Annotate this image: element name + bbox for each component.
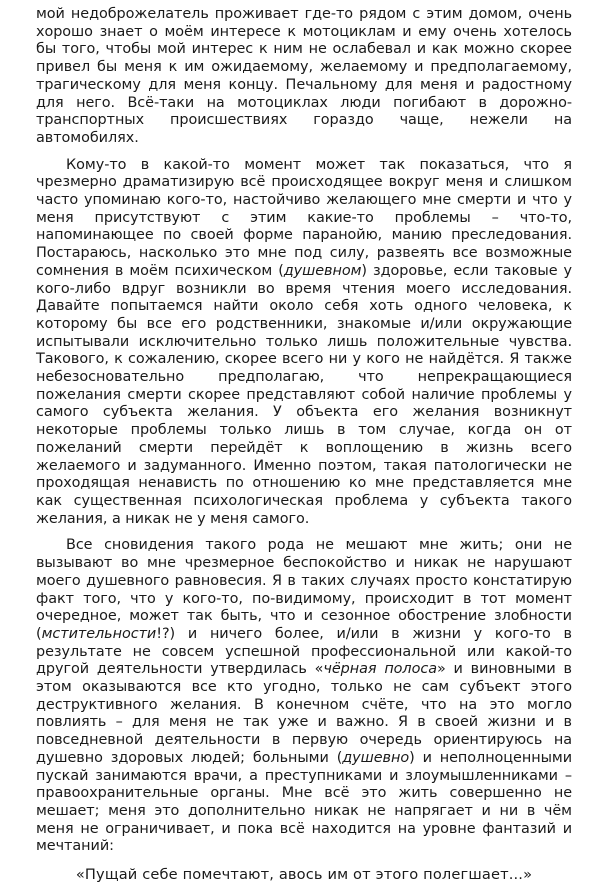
italic-text-segment: мстительности (41, 625, 157, 642)
italic-text-segment: чёрная полоса (323, 661, 437, 678)
italic-text-segment: душевном (283, 262, 362, 279)
text-segment: !?) и ничего более, и/или в жизни у кого-то в результате не совсем успешной профессиональной или какой-то другой деятельности утвердилась « (36, 625, 572, 678)
text-segment: ) и неполноценными пускай занимаются врачи, а преступниками и злоумышленниками – правоохранительные органы. Мне всё это жить совершенно не мешает; меня это дополнительно никак не напрягает и ни в чём меня не ограничивает, и пока всё находится на уровне фантазий и мечтаний: (36, 749, 572, 855)
document-page (36, 6, 572, 884)
paragraph-3 (36, 537, 572, 856)
text-segment: Кому-то в какой-то момент может так показаться, что я чрезмерно драматизирую всё происходящее вокруг меня и слишком часто упоминаю кого-то, настойчиво желающего мне смерти и что у меня присутствуют с этим какие-то проблемы – что-то, напоминающее по своей форме паранойю, манию преследования. Постараюсь, насколько это мне под силу, развеять все возможные сомнения в моём психическом ( (36, 156, 572, 279)
text-segment: ) здоровье, если таковые у кого-либо вдруг возникли во время чтения моего исследования. Давайте попытаемся найти около себя хоть одного человека, к которому бы все его родственники, знакомые и/или окружающие испытывали исключительно только лишь положительные чувства. Такового, к сожалению, скорее всего ни у кого не найдётся. Я также небезосновательно предполагаю, что непрекращающиеся пожелания смерти скорее представляют собой наличие проблемы у самого субъекта желания. У объекта его желания возникнут некоторые проблемы только лишь в том случае, когда он от пожеланий смерти перейдёт к воплощению в жизнь всего желаемого и задуманного. Именно поэтом, такая патологически не проходящая ненависть по отношению ко мне представляется мне как существенная психологическая проблема у субъекта такого желания, а никак не у меня самого. (36, 262, 573, 527)
text-segment: мой недоброжелатель проживает где-то рядом с этим домом, очень хорошо знает о моём интересе к мотоциклам и ему очень хотелось бы того, чтобы мой интерес к ним не ослабевал и как можно скорее привел бы меня к им ожидаемому, желаемому и предполагаемому, трагическому для меня концу. Печальному для меня и радостному для него. Всё-таки на мотоциклах люди погибают в дорожно-транспортных происшествиях гораздо чаще, нежели на автомобилях. (36, 6, 572, 146)
text-segment: Все сновидения такого рода не мешают мне жить; они не вызывают во мне чрезмерное беспокойство и никак не нарушают моего душевного равновесия. Я в таких случаях просто констатирую факт того, что у кого-то, по-видимому, происходит в тот момент очередное, может так быть, что и сезонное обострение злобности ( (36, 537, 572, 642)
text-segment: » и виновными в этом оказываются все кто угодно, только не сам субъект этого деструктивного желания. В конечном счёте, что на это могло повлиять – для меня не так уже и важно. Я в своей жизни и в повседневной деятельности в первую очередь ориентируюсь на душевно здоровых людей; больными ( (36, 661, 572, 766)
paragraph-2 (36, 157, 572, 529)
closing-quote: «Пущай себе помечтают, авось им от этого полегшает...» (75, 866, 533, 884)
paragraph-1 (36, 6, 572, 148)
italic-text-segment: душевно (342, 749, 410, 766)
